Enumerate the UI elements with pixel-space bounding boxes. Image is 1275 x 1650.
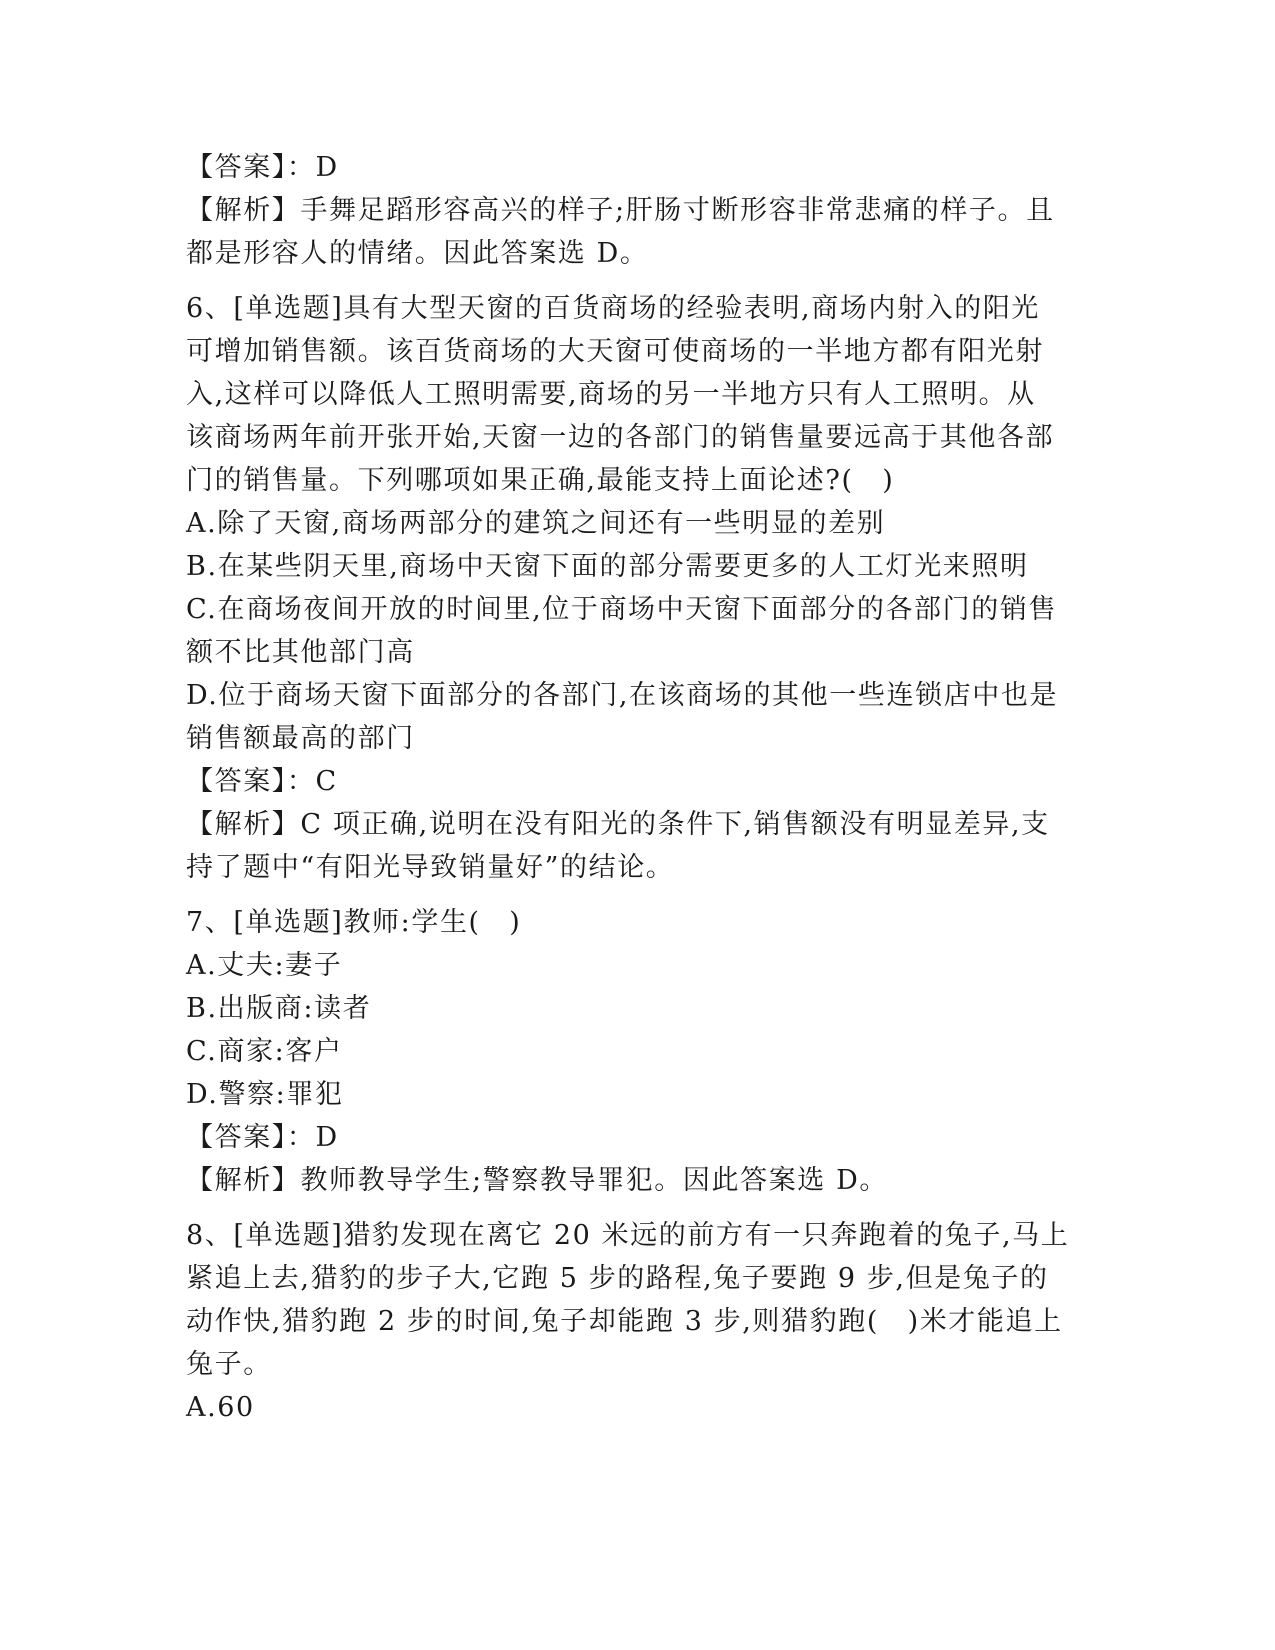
option-b: B.出版商:读者 <box>186 993 372 1024</box>
option-c-continued: 额不比其他部门高 <box>186 637 415 668</box>
question-stem-line: 入,这样可以降低人工照明需要,商场的另一半地方只有人工照明。从 <box>186 379 1036 410</box>
answer-line: 【答案】：D <box>186 152 339 183</box>
question-stem-line: 可增加销售额。该百货商场的大天窗可使商场的一半地方都有阳光射 <box>186 336 1044 367</box>
document-page <box>186 146 1086 1429</box>
option-a: A.除了天窗,商场两部分的建筑之间还有一些明显的差别 <box>186 508 886 539</box>
option-d-continued: 销售额最高的部门 <box>186 723 415 754</box>
question-stem-line: 7、[单选题]教师:学生( ) <box>186 907 522 938</box>
question-stem-line: 6、[单选题]具有大型天窗的百货商场的经验表明,商场内射入的阳光 <box>186 293 1041 324</box>
answer-line: 【答案】：C <box>186 766 338 797</box>
question-stem-line: 紧追上去,猎豹的步子大,它跑 5 步的路程,兔子要跑 9 步,但是兔子的 <box>186 1263 1049 1294</box>
question-8 <box>186 1214 1086 1429</box>
analysis-line: 【解析】教师教导学生;警察教导罪犯。因此答案选 D。 <box>186 1165 888 1196</box>
option-a: A.丈夫:妻子 <box>186 950 343 981</box>
question-stem-line: 门的销售量。下列哪项如果正确,最能支持上面论述?( ) <box>186 465 895 496</box>
option-c: C.在商场夜间开放的时间里,位于商场中天窗下面部分的各部门的销售 <box>186 594 1058 625</box>
analysis-line: 【解析】C 项正确,说明在没有阳光的条件下,销售额没有明显差异,支 <box>186 809 1050 840</box>
answer-line: 【答案】：D <box>186 1122 339 1153</box>
analysis-line: 持了题中“有阳光导致销量好”的结论。 <box>186 852 675 883</box>
question-stem-line: 动作快,猎豹跑 2 步的时间,兔子却能跑 3 步,则猎豹跑( )米才能追上 <box>186 1306 1063 1337</box>
option-a: A.60 <box>186 1392 255 1423</box>
question-6 <box>186 287 1086 889</box>
question-stem-line: 8、[单选题]猎豹发现在离它 20 米远的前方有一只奔跑着的兔子,马上 <box>186 1220 1070 1251</box>
analysis-line: 都是形容人的情绪。因此答案选 D。 <box>186 238 649 269</box>
option-c: C.商家:客户 <box>186 1036 343 1067</box>
analysis-line: 【解析】手舞足蹈形容高兴的样子;肝肠寸断形容非常悲痛的样子。且 <box>186 195 1055 226</box>
prev-question-tail <box>186 146 1086 275</box>
option-d: D.位于商场天窗下面部分的各部门,在该商场的其他一些连锁店中也是 <box>186 680 1059 711</box>
option-d: D.警察:罪犯 <box>186 1079 344 1110</box>
question-stem-line: 兔子。 <box>186 1349 272 1380</box>
question-7 <box>186 901 1086 1202</box>
option-b: B.在某些阴天里,商场中天窗下面的部分需要更多的人工灯光来照明 <box>186 551 1029 582</box>
question-stem-line: 该商场两年前开张开始,天窗一边的各部门的销售量要远高于其他各部 <box>186 422 1055 453</box>
